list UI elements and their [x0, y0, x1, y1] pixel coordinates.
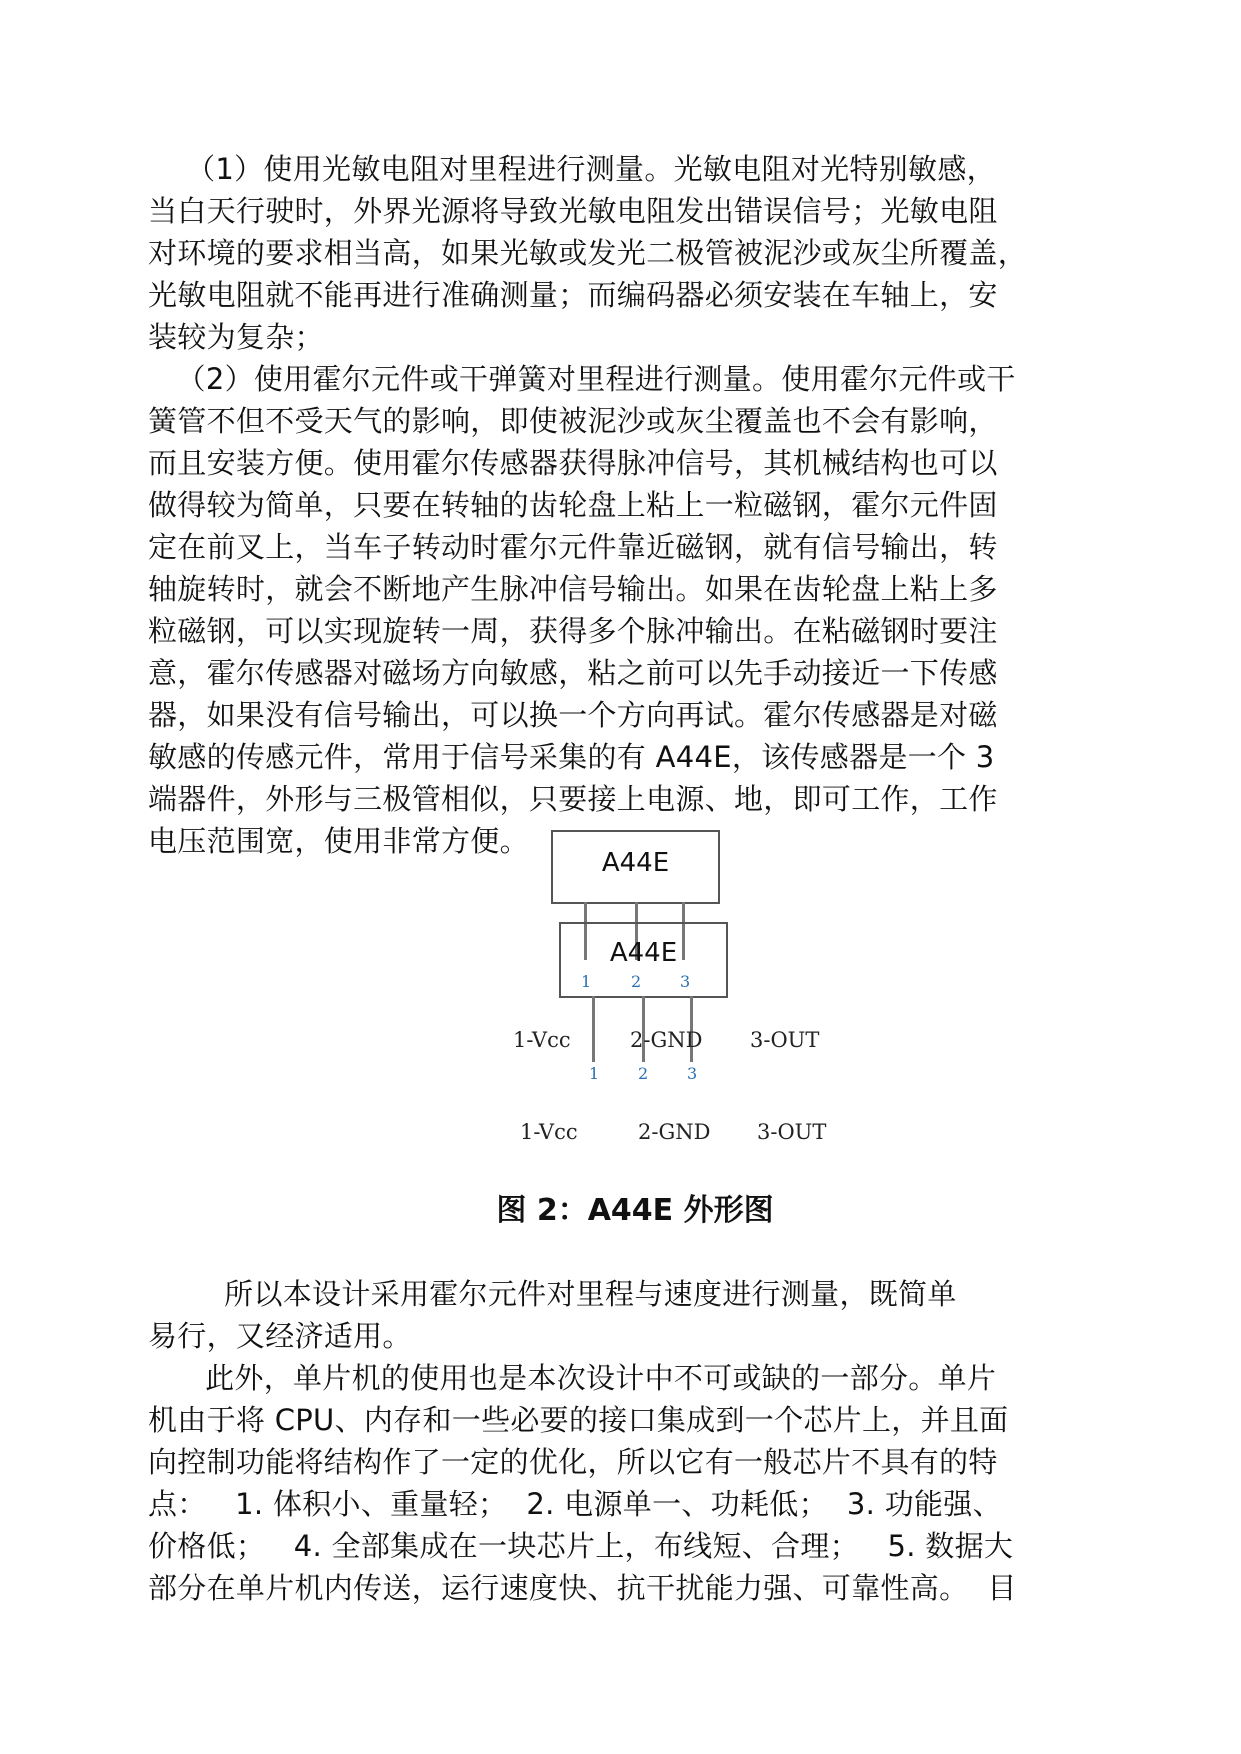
pin-number: 2: [631, 972, 642, 991]
text-line: （2）使用霍尔元件或干弹簧对里程进行测量。使用霍尔元件或干: [148, 362, 1016, 396]
chip-label-top: A44E: [601, 848, 670, 878]
text-line: 敏感的传感元件，常用于信号采集的有 A44E，该传感器是一个 3: [148, 740, 995, 774]
pin-line: [592, 996, 595, 1062]
pin-number: 2: [638, 1064, 649, 1083]
figure-caption: 图 2：A44E 外形图: [496, 1193, 774, 1228]
text-line: 器，如果没有信号输出，可以换一个方向再试。霍尔传感器是对磁: [148, 698, 998, 732]
text-line: 价格低； 4. 全部集成在一块芯片上，布线短、合理； 5. 数据大: [148, 1529, 1014, 1563]
text-line: 粒磁钢，可以实现旋转一周，获得多个脉冲输出。在粘磁钢时要注: [148, 614, 998, 648]
text-line: 做得较为简单，只要在转轴的齿轮盘上粘上一粒磁钢，霍尔元件固: [148, 488, 998, 522]
text-line: 向控制功能将结构作了一定的优化，所以它有一般芯片不具有的特: [148, 1445, 998, 1479]
text-line: 而且安装方便。使用霍尔传感器获得脉冲信号，其机械结构也可以: [148, 446, 998, 480]
text-line: 意，霍尔传感器对磁场方向敏感，粘之前可以先手动接近一下传感: [148, 656, 998, 690]
text-line: 当白天行驶时，外界光源将导致光敏电阻发出错误信号；光敏电阻: [148, 194, 998, 228]
pin-label: 3-OUT: [750, 1028, 820, 1052]
text-line: 装较为复杂；: [148, 320, 324, 354]
pin-label: 1-Vcc: [520, 1120, 578, 1144]
pin-number: 1: [589, 1064, 600, 1083]
text-line: 轴旋转时，就会不断地产生脉冲信号输出。如果在齿轮盘上粘上多: [148, 572, 998, 606]
chip-label-bottom: A44E: [609, 938, 678, 968]
pin-number: 3: [687, 1064, 698, 1083]
text-line: 点： 1. 体积小、重量轻； 2. 电源单一、功耗低； 3. 功能强、: [148, 1487, 1002, 1521]
text-line: 光敏电阻就不能再进行准确测量；而编码器必须安装在车轴上，安: [148, 278, 998, 312]
text-line: 端器件，外形与三极管相似，只要接上电源、地，即可工作，工作: [148, 782, 998, 816]
text-line: 电压范围宽，使用非常方便。: [148, 824, 529, 858]
text-line: 定在前叉上，当车子转动时霍尔元件靠近磁钢，就有信号输出，转: [148, 530, 998, 564]
text-line: 所以本设计采用霍尔元件对里程与速度进行测量，既简单: [148, 1277, 957, 1311]
pin-number: 3: [680, 972, 691, 991]
text-line: 部分在单片机内传送，运行速度快、抗干扰能力强、可靠性高。 目: [148, 1571, 1017, 1605]
pin-label: 2-GND: [638, 1120, 711, 1144]
pin-number: 1: [581, 972, 592, 991]
pin-label: 3-OUT: [757, 1120, 827, 1144]
text-line: 簧管不但不受天气的影响，即使被泥沙或灰尘覆盖也不会有影响，: [148, 404, 998, 438]
text-line: 易行，又经济适用。: [148, 1319, 412, 1353]
pin-label: 1-Vcc: [513, 1028, 571, 1052]
pin-label: 2-GND: [630, 1028, 703, 1052]
text-line: 此外，单片机的使用也是本次设计中不可或缺的一部分。单片: [148, 1361, 997, 1395]
text-line: 对环境的要求相当高，如果光敏或发光二极管被泥沙或灰尘所覆盖，: [148, 236, 1028, 270]
text-line: （1）使用光敏电阻对里程进行测量。光敏电阻对光特别敏感，: [148, 152, 996, 186]
text-line: 机由于将 CPU、内存和一些必要的接口集成到一个芯片上，并且面: [148, 1403, 1009, 1437]
